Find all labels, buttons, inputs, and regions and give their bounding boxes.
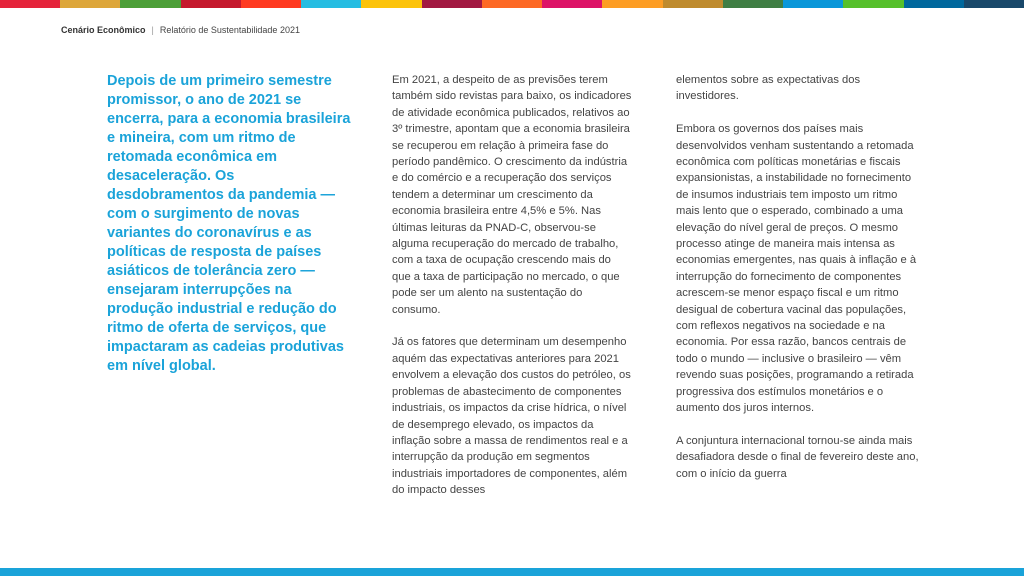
report-title: Relatório de Sustentabilidade 2021: [159, 25, 300, 35]
stripe-segment-13: [723, 0, 783, 8]
stripe-segment-1: [0, 0, 60, 8]
stripe-segment-6: [301, 0, 361, 8]
paragraph: Já os fatores que determinam um desempenho aquém das expectativas anteriores para 2021 envolvem a elevação dos custos do petróleo, os problemas de abastecimento de componentes industriais, os impactos da crise hídrica, o nível de desemprego elevado, os impactos da inflação sobre a massa de rendimentos real e a interrupção da produção em segmentos industriais importadores de componentes, além do impacto desses: [392, 336, 631, 497]
header-separator: |: [151, 25, 154, 35]
section-title: Cenário Econômico: [61, 25, 146, 35]
lead-paragraph: Depois de um primeiro semestre promissor, o ano de 2021 se encerra, para a economia brasileira e mineira, com um ritmo de retomada econômica em desaceleração. Os desdobramentos da pandemia — com o surgimento de novas variantes do coronavírus e as políticas de resposta de países asiáticos de tolerância zero — ensejaram interrupções na produção industrial e redução do ritmo de oferta de serviços, que impactaram as cadeias produtivas em nível global.: [107, 73, 351, 374]
paragraph: Embora os governos dos países mais desenvolvidos venham sustentando a retomada econômica com políticas monetárias e fiscais expansionistas, a instabilidade no fornecimento de insumos industriais tem imposto um ritmo mais lento que o esperado, combinado a uma elevação do nível geral de preços. O mesmo processo atinge de maneira mais intensa as economias emergentes, nas quais à inflação e à interrupção do fornecimento de componentes acrescem-se menor espaço fiscal e um ritmo desigual de cobertura vacinal das populações, com reflexos negativos na sociedade e na economia. Por essa razão, bancos centrais de todo o mundo — inclusive o brasileiro — vêm revendo suas posições, programando a retirada progressiva dos estímulos monetários e o aumento dos juros internos.: [676, 123, 917, 415]
stripe-segment-8: [422, 0, 482, 8]
body-column-2: [392, 72, 632, 499]
body-column-3: [676, 72, 924, 482]
stripe-segment-9: [482, 0, 542, 8]
paragraph: A conjuntura internacional tornou-se ainda mais desafiadora desde o final de fevereiro deste ano, com o início da guerra: [676, 434, 919, 480]
stripe-segment-11: [602, 0, 662, 8]
stripe-segment-15: [843, 0, 903, 8]
stripe-segment-5: [241, 0, 301, 8]
stripe-segment-17: [964, 0, 1024, 8]
page-header: [61, 25, 300, 35]
stripe-segment-2: [60, 0, 120, 8]
paragraph: elementos sobre as expectativas dos investidores.: [676, 74, 861, 103]
stripe-segment-3: [120, 0, 180, 8]
color-stripe: [0, 0, 1024, 8]
bottom-bar: [0, 568, 1024, 576]
paragraph: Em 2021, a despeito de as previsões terem também sido revistas para baixo, os indicadores de atividade econômica publicados, relativos ao 3º trimestre, apontam que a economia brasileira se recuperou em relação à primeira fase do período pandêmico. O crescimento da indústria e do comércio e a recuperação dos serviços tendem a determinar um crescimento da economia brasileira entre 4,5% e 5%. Nas últimas leituras da PNAD-C, observou-se alguma recuperação do mercado de trabalho, com a taxa de ocupação crescendo mais do que a taxa de participação no mercado, o que pode ser um alento na sustentação do consumo.: [392, 74, 632, 316]
stripe-segment-14: [783, 0, 843, 8]
stripe-segment-12: [663, 0, 723, 8]
stripe-segment-4: [181, 0, 241, 8]
stripe-segment-16: [904, 0, 964, 8]
stripe-segment-10: [542, 0, 602, 8]
stripe-segment-7: [361, 0, 421, 8]
